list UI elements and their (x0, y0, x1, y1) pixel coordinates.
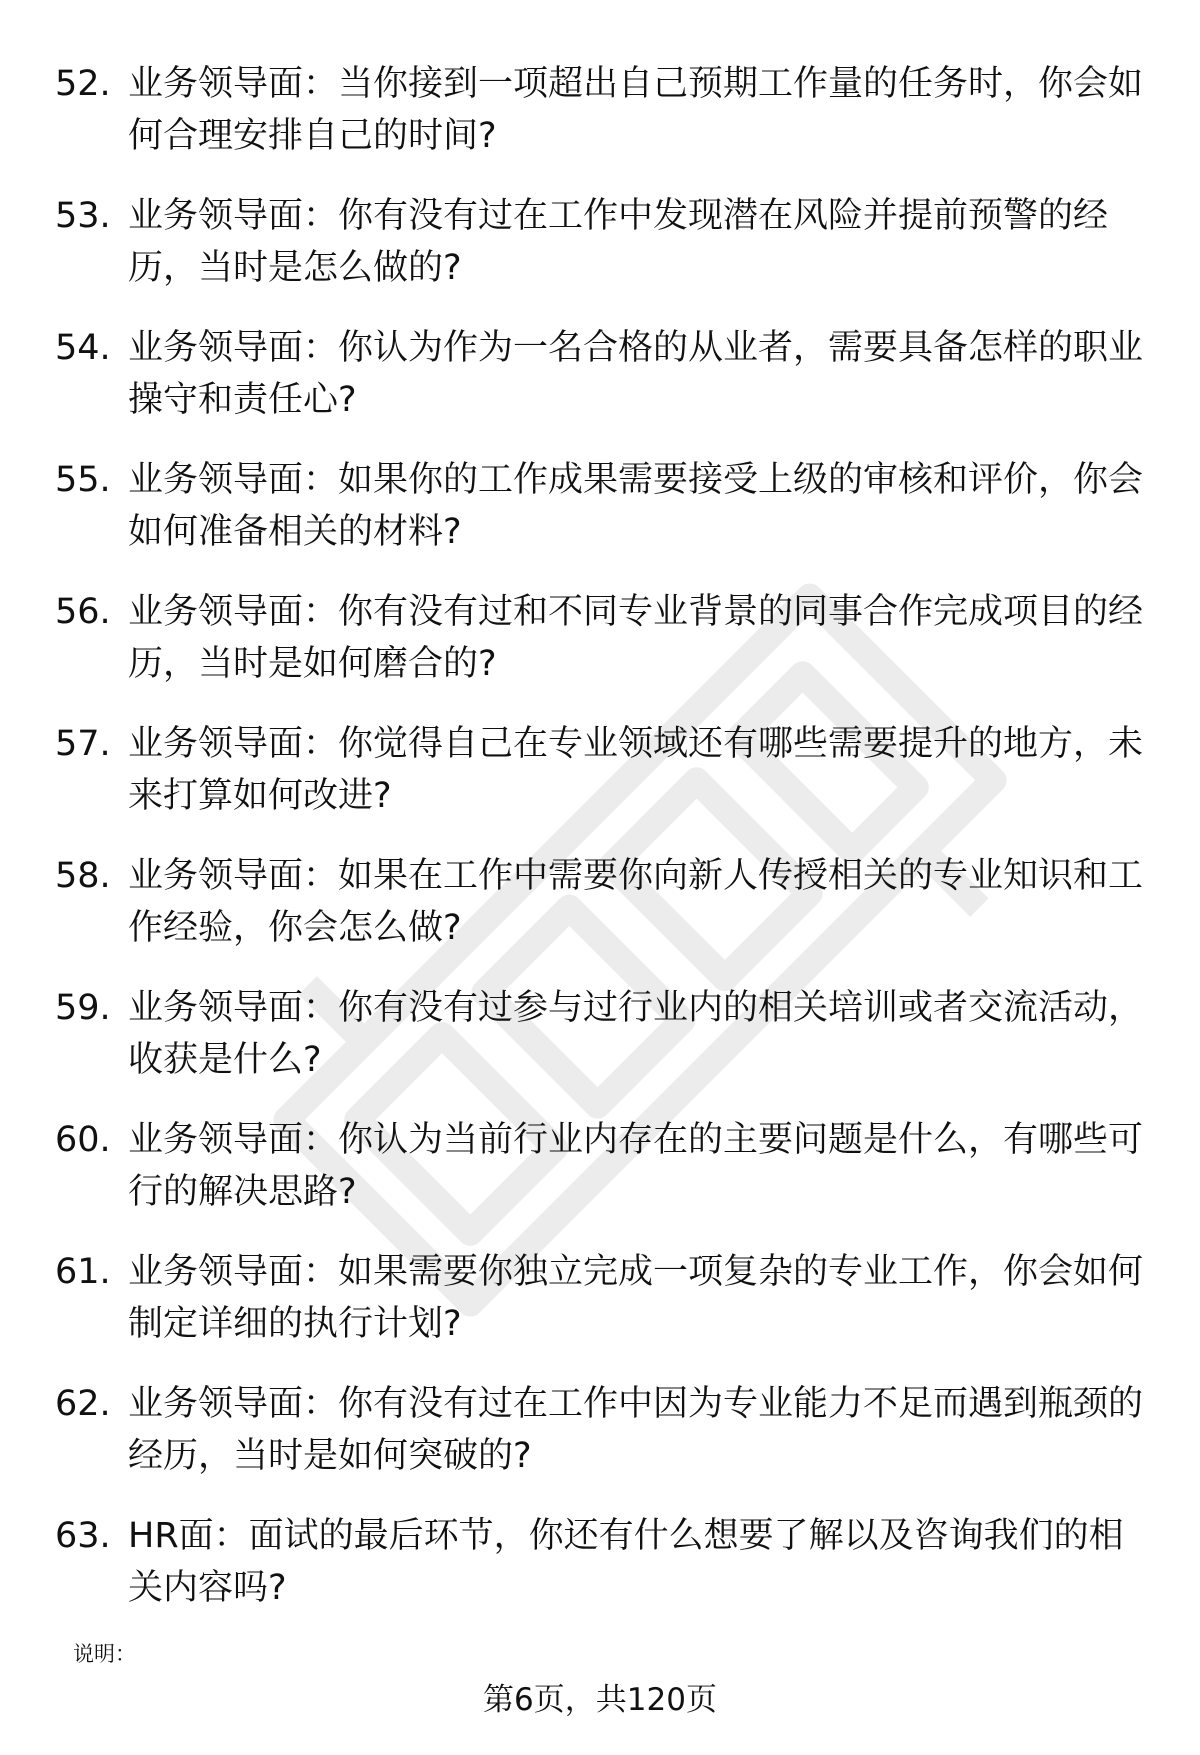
question-number: 53. (55, 196, 111, 236)
question-text: 业务领导面：你有没有过参与过行业内的相关培训或者交流活动，收获是什么? (128, 988, 1144, 1080)
question-text: HR面：面试的最后环节，你还有什么想要了解以及咨询我们的相关内容吗? (128, 1516, 1124, 1608)
question-item (55, 58, 1155, 162)
question-text: 业务领导面：你觉得自己在专业领域还有哪些需要提升的地方，未来打算如何改进? (128, 724, 1144, 816)
question-text: 业务领导面：你有没有过和不同专业背景的同事合作完成项目的经历，当时是如何磨合的? (128, 592, 1144, 684)
question-text: 业务领导面：你有没有过在工作中发现潜在风险并提前预警的经历，当时是怎么做的? (128, 196, 1109, 288)
question-number: 63. (55, 1516, 111, 1556)
question-text: 业务领导面：如果你的工作成果需要接受上级的审核和评价，你会如何准备相关的材料? (128, 460, 1144, 552)
question-text: 业务领导面：如果需要你独立完成一项复杂的专业工作，你会如何制定详细的执行计划? (128, 1252, 1144, 1344)
question-item (55, 1378, 1155, 1482)
question-text: 业务领导面：你认为当前行业内存在的主要问题是什么，有哪些可行的解决思路? (128, 1120, 1144, 1212)
question-list (55, 58, 1155, 1642)
question-item (55, 586, 1155, 690)
question-number: 62. (55, 1384, 111, 1424)
question-number: 57. (55, 724, 111, 764)
question-item (55, 190, 1155, 294)
question-number: 60. (55, 1120, 111, 1160)
question-number: 52. (55, 64, 111, 104)
question-item (55, 850, 1155, 954)
question-number: 61. (55, 1252, 111, 1292)
question-number: 59. (55, 988, 111, 1028)
question-item (55, 982, 1155, 1086)
page-footer: 第6页，共120页 (483, 1682, 717, 1718)
question-text: 业务领导面：你认为作为一名合格的从业者，需要具备怎样的职业操守和责任心? (128, 328, 1144, 420)
note-label: 说明： (73, 1642, 136, 1666)
question-number: 54. (55, 328, 111, 368)
question-item (55, 718, 1155, 822)
question-number: 58. (55, 856, 111, 896)
question-number: 55. (55, 460, 111, 500)
question-item (55, 1510, 1155, 1614)
question-item (55, 322, 1155, 426)
question-item (55, 454, 1155, 558)
question-text: 业务领导面：当你接到一项超出自己预期工作量的任务时，你会如何合理安排自己的时间? (128, 64, 1144, 156)
question-text: 业务领导面：你有没有过在工作中因为专业能力不足而遇到瓶颈的经历，当时是如何突破的? (128, 1384, 1144, 1476)
question-item (55, 1114, 1155, 1218)
question-item (55, 1246, 1155, 1350)
question-number: 56. (55, 592, 111, 632)
question-text: 业务领导面：如果在工作中需要你向新人传授相关的专业知识和工作经验，你会怎么做? (128, 856, 1144, 948)
